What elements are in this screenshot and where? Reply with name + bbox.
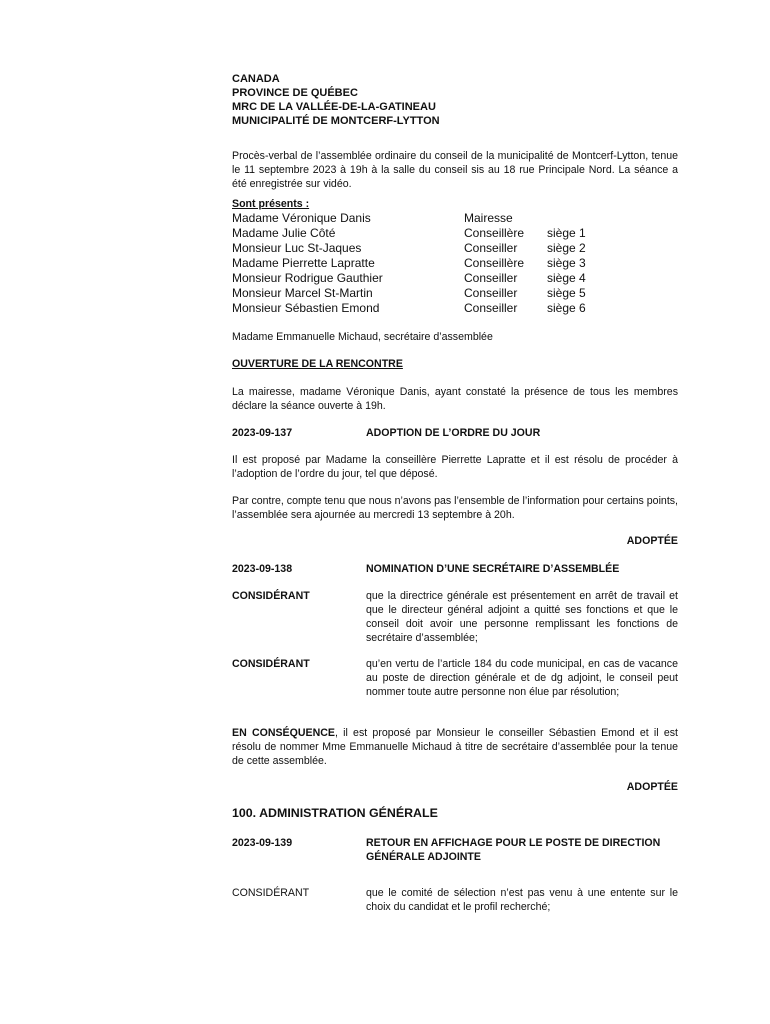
- member-row: [232, 286, 632, 301]
- member-name: Monsieur Sébastien Emond: [232, 301, 380, 315]
- adopted-label: ADOPTÉE: [626, 535, 678, 547]
- whereas-text: que la directrice générale est présentement en arrêt de travail et que le directeur général adjoint a quitté ses fonctions et que le conseil doit avoir une personne remplissant les fonctions de secrétaire d’assemblée;: [366, 590, 678, 644]
- member-name: Madame Véronique Danis: [232, 211, 371, 225]
- header-country: CANADA: [232, 73, 280, 85]
- header-province: PROVINCE DE QUÉBEC: [232, 87, 358, 99]
- members-list: [232, 211, 632, 316]
- resolution-title: NOMINATION D’UNE SECRÉTAIRE D’ASSEMBLÉE: [366, 563, 620, 575]
- whereas-text: que le comité de sélection n’est pas venu à une entente sur le choix du candidat et le profil recherché;: [366, 887, 678, 913]
- member-name: Monsieur Luc St-Jaques: [232, 241, 362, 255]
- consequently-paragraph: [232, 726, 678, 768]
- whereas-label: CONSIDÉRANT: [232, 590, 310, 602]
- member-name: Madame Pierrette Lapratte: [232, 256, 375, 270]
- member-row: [232, 301, 632, 316]
- member-role: Mairesse: [464, 211, 513, 225]
- consequently-label: EN CONSÉQUENCE: [232, 727, 335, 739]
- resolution-title: ADOPTION DE L’ORDRE DU JOUR: [366, 427, 541, 439]
- member-seat: siège 6: [547, 301, 586, 315]
- consequently-text: , il est proposé par Monsieur le conseiller Sébastien Emond et il est résolu de nommer Mme Emmanuelle Michaud à titre de secrétaire d’assemblée pour la tenue de cette assemblée.: [232, 727, 679, 767]
- secretary-line: Madame Emmanuelle Michaud, secrétaire d’assemblée: [232, 331, 493, 343]
- member-name: Monsieur Rodrigue Gauthier: [232, 271, 383, 285]
- resolution-number: 2023-09-137: [232, 427, 293, 439]
- member-role: Conseiller: [464, 286, 518, 300]
- whereas-label: CONSIDÉRANT: [232, 887, 310, 899]
- intro-paragraph: Procès-verbal de l’assemblée ordinaire du conseil de la municipalité de Montcerf-Lytton, tenue le 11 septembre 2023 à 19h à la salle du conseil sis au 18 rue Principale Nord. La séance a été enregistrée sur vidéo.: [232, 150, 678, 190]
- resolution-137-note: Par contre, compte tenu que nous n’avons pas l’ensemble de l’information pour certains points, l’assemblée sera ajournée au mercredi 13 septembre à 20h.: [232, 495, 678, 521]
- member-role: Conseiller: [464, 241, 518, 255]
- header-mrc: MRC DE LA VALLÉE-DE-LA-GATINEAU: [232, 101, 436, 113]
- opening-text: La mairesse, madame Véronique Danis, ayant constaté la présence de tous les membres déclare la séance ouverte à 19h.: [232, 386, 678, 412]
- member-seat: siège 1: [547, 226, 586, 240]
- present-title: Sont présents :: [232, 198, 310, 210]
- member-seat: siège 3: [547, 256, 586, 270]
- member-row: [232, 256, 632, 271]
- adopted-label: ADOPTÉE: [626, 781, 678, 793]
- header-municipality: MUNICIPALITÉ DE MONTCERF-LYTTON: [232, 115, 440, 127]
- resolution-number: 2023-09-139: [232, 837, 293, 849]
- member-role: Conseillère: [464, 256, 525, 270]
- member-seat: siège 2: [547, 241, 586, 255]
- member-name: Monsieur Marcel St-Martin: [232, 286, 373, 300]
- member-seat: siège 4: [547, 271, 586, 285]
- resolution-137-text: Il est proposé par Madame la conseillère Pierrette Lapratte et il est résolu de procéder à l’adoption de l’ordre du jour, tel que déposé.: [232, 454, 678, 480]
- resolution-number: 2023-09-138: [232, 563, 293, 575]
- member-row: [232, 211, 632, 226]
- document-header: [232, 72, 678, 128]
- member-row: [232, 271, 632, 286]
- resolution-title: RETOUR EN AFFICHAGE POUR LE POSTE DE DIRECTION GÉNÉRALE ADJOINTE: [366, 837, 661, 863]
- whereas-label: CONSIDÉRANT: [232, 658, 310, 670]
- member-name: Madame Julie Côté: [232, 226, 336, 240]
- member-seat: siège 5: [547, 286, 586, 300]
- member-row: [232, 226, 632, 241]
- member-row: [232, 241, 632, 256]
- member-role: Conseiller: [464, 301, 518, 315]
- member-role: Conseiller: [464, 271, 518, 285]
- member-role: Conseillère: [464, 226, 525, 240]
- whereas-text: qu’en vertu de l’article 184 du code municipal, en cas de vacance au poste de direction générale et de dg adjoint, le conseil peut nommer toute autre personne non élue par résolution;: [366, 658, 678, 698]
- section-title: 100. ADMINISTRATION GÉNÉRALE: [232, 806, 438, 820]
- opening-title: OUVERTURE DE LA RENCONTRE: [232, 358, 403, 370]
